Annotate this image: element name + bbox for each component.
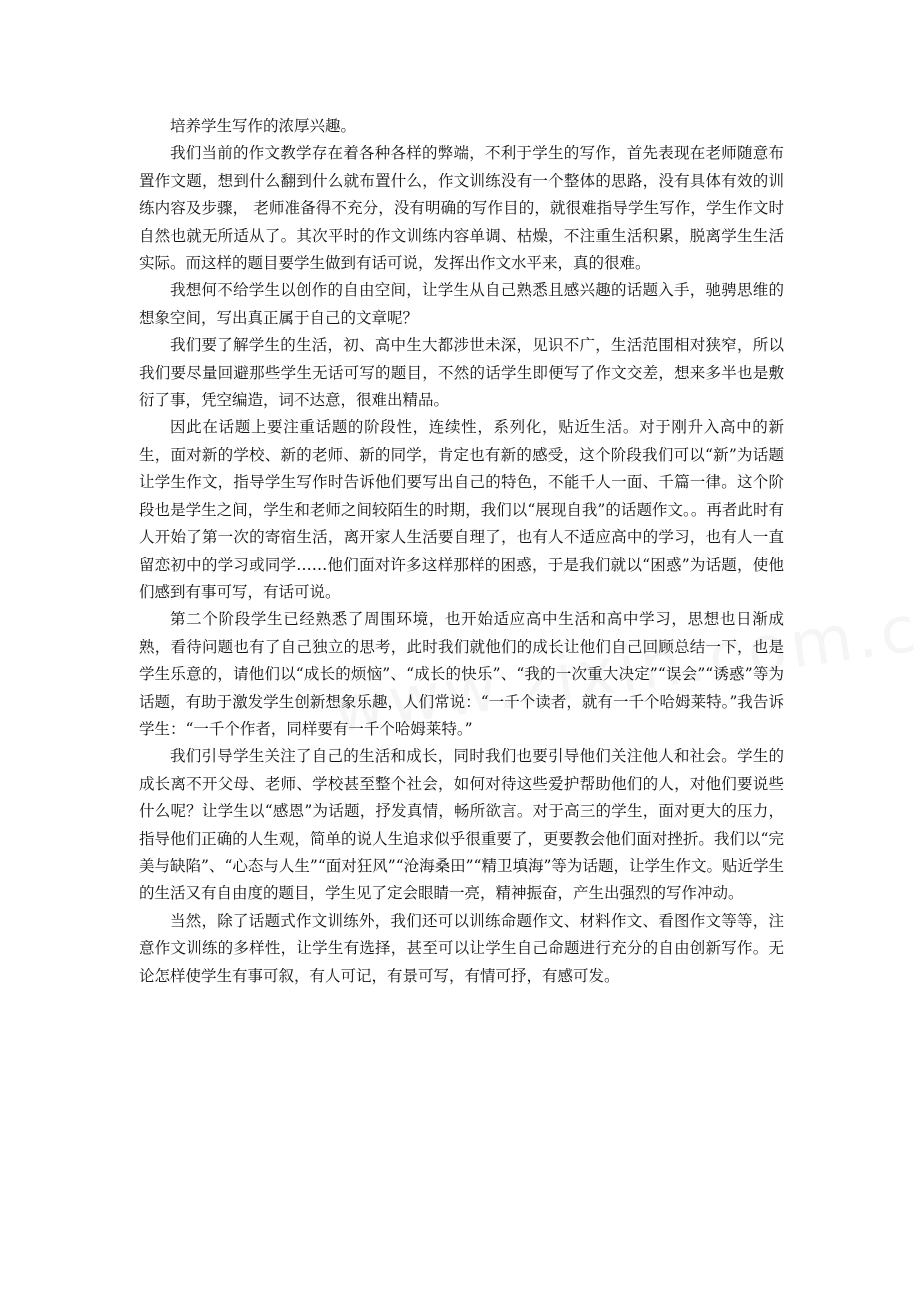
paragraph-2: 我们当前的作文教学存在着各种各样的弊端，不利于学生的写作，首先表现在老师随意布置作文题，想到什么翻到什么就布置什么，作文训练没有一个整体的思路，没有具体有效的训练内容及步骤， 老师准备得不充分，没有明确的写作目的，就很难指导学生写作，学生作文时自然也就无所适从了。其次平时的作文训练内容单调、枯燥，不注重生活积累，脱离学生生活实际。而这样的题目要学生做到有话可说，发挥出作文水平来，真的很难。	[139, 144, 784, 273]
paragraph-8: 当然，除了话题式作文训练外，我们还可以训练命题作文、材料作文、看图作文等等，注意作文训练的多样性，让学生有选择，甚至可以让学生自己命题进行充分的自由创新写作。无论怎样使学生有事可叙，有人可记，有景可写，有情可抒，有感可发。	[139, 911, 784, 985]
paragraph-7: 我们引导学生关注了自己的生活和成长，同时我们也要引导他们关注他人和社会。学生的成长离不开父母、老师、学校甚至整个社会，如何对待这些爱护帮助他们的人，对他们要说些什么呢？让学生以“感恩”为话题，抒发真情，畅所欲言。对于高三的学生，面对更大的压力，指导他们正确的人生观，简单的说人生追求似乎很重要了，更要教会他们面对挫折。我们以“完美与缺陷”、“心态与人生”“面对狂风”“沧海桑田”“精卫填海”等为话题，让学生作文。贴近学生的生活又有自由度的题目，学生见了定会眼睛一亮，精神振奋，产生出强烈的写作冲动。	[139, 747, 784, 903]
paragraph-6: 第二个阶段学生已经熟悉了周围环境，也开始适应高中生活和高中学习，思想也日渐成熟，看待问题也有了自己独立的思考，此时我们就他们的成长让他们自己回顾总结一下，也是学生乐意的，请他们以“成长的烦恼”、“成长的快乐”、“我的一次重大决定”“误会”“诱惑”等为话题，有助于激发学生创新想象乐趣，人们常说：“一千个读者，就有一千个哈姆莱特。”我告诉学生：“一千个作者，同样要有一千个哈姆莱特。”	[139, 610, 784, 738]
paragraph-1: 培养学生写作的浓厚兴趣。	[170, 117, 357, 135]
paragraph-5: 因此在话题上要注重话题的阶段性，连续性，系列化，贴近生活。对于刚升入高中的新生，面对新的学校、新的老师、新的同学，肯定也有新的感受，这个阶段我们可以“新”为话题让学生作文，指导学生写作时告诉他们要写出自己的特色，不能千人一面、千篇一律。这个阶段也是学生之间，学生和老师之间较陌生的时期，我们以“展现自我”的话题作文。。再者此时有人开始了第一次的寄宿生活，离开家人生活要自理了，也有人不适应高中的学习，也有人一直留恋初中的学习或同学……他们面对许多这样那样的困惑，于是我们就以“困惑”为话题，使他们感到有事可写，有话可说。	[139, 418, 784, 601]
paragraph-4: 我们要了解学生的生活，初、高中生大都涉世未深，见识不广，生活范围相对狭窄，所以我们要尽量回避那些学生无话可写的题目，不然的话学生即便写了作文交差，想来多半也是敷衍了事，凭空编造，词不达意，很难出精品。	[139, 336, 784, 410]
document-body	[139, 113, 784, 990]
paragraph-3: 我想何不给学生以创作的自由空间，让学生从自己熟悉且感兴趣的话题入手，驰骋思维的想象空间，写出真正属于自己的文章呢？	[139, 281, 784, 327]
